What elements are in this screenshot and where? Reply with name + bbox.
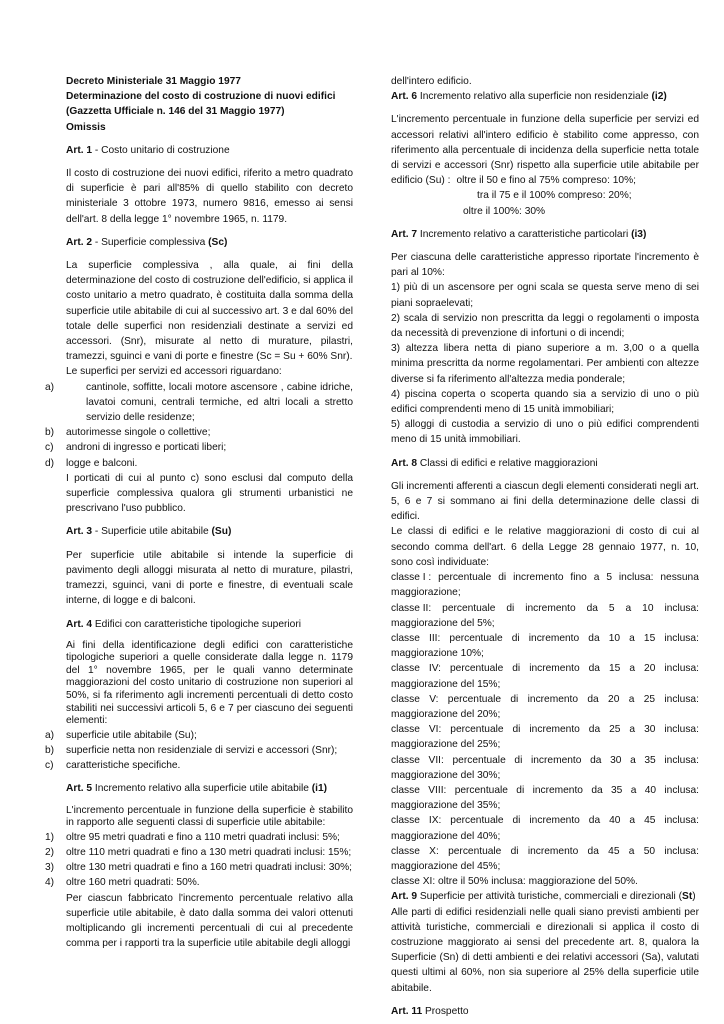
- building-class-row: [391, 661, 699, 676]
- article-9-body: Alle parti di edifici residenziali nelle quali siano previsti ambienti per attività turistiche, commerciali e direzionali si applica il costo di costruzione maggiorato ai sensi del precedente art. 8, qualora la Superficie (Sn) di detti ambienti e dei relativi accessori (Sa), valutati questi ultimi al 60%, non sia superiore al 25% della superficie utile abitabile.: [391, 906, 699, 994]
- building-class-word: percentuale: [442, 602, 496, 614]
- building-class-word: a: [593, 572, 600, 584]
- list-item: 3) altezza libera netta di piano superiore a m. 3,00 o a quella minima prescritta da norme regolamentari. Per ambienti con altezze diverse si fa riferimento all'altezza media ponderale;: [391, 343, 699, 385]
- building-class-word: classe I :: [391, 572, 432, 584]
- building-class-increase: maggiorazione del 40%;: [391, 830, 501, 842]
- building-class-increase: maggiorazione;: [391, 587, 461, 599]
- list-label: c): [45, 760, 54, 772]
- article-9: [391, 889, 699, 995]
- building-class-word: III:: [428, 632, 441, 644]
- building-class-word: 15: [643, 632, 656, 644]
- building-class-row: [391, 570, 699, 585]
- article-title: Edifici con caratteristiche tipologiche superiori: [92, 618, 301, 630]
- article-title: Incremento relativo alla superficie non residenziale: [417, 91, 652, 103]
- list-item: [45, 743, 353, 758]
- article-title: - Costo unitario di costruzione: [92, 144, 230, 156]
- building-class-word: 40: [644, 784, 657, 796]
- building-class-word: percentuale: [454, 784, 508, 796]
- building-class-word: incremento: [527, 845, 579, 857]
- building-class-word: percentuale: [447, 693, 502, 705]
- building-class-word: incremento: [529, 663, 580, 675]
- list-label: c): [45, 442, 54, 454]
- building-class-word: di: [510, 845, 519, 857]
- building-class-word: 50: [643, 845, 656, 857]
- article-8-heading: [391, 456, 699, 471]
- building-class-word: 5: [608, 602, 615, 614]
- article-6-heading: [391, 89, 699, 104]
- building-class-word: inclusa:: [664, 724, 699, 736]
- building-class-word: da: [588, 663, 600, 675]
- list-label: 1): [45, 831, 55, 843]
- article-code: (i3): [631, 228, 647, 240]
- building-class-word: VII:: [428, 754, 444, 766]
- building-class-word: di: [506, 602, 515, 614]
- building-class-word: fino: [570, 572, 587, 584]
- list-label: 2): [45, 847, 55, 859]
- article-2-note: I porticati di cui al punto c) sono esclusi dal computo della superficie complessiva qualora gli strumenti urbanistici ne prescrivano l'uso pubblico.: [66, 472, 353, 515]
- building-class-word: 30: [610, 754, 622, 766]
- article-code-close: ): [692, 891, 696, 903]
- list-item: [45, 728, 353, 743]
- building-class-word: percentuale: [452, 754, 506, 766]
- building-class-word: 45: [644, 815, 656, 827]
- building-class-increase: maggiorazione del 30%;: [391, 769, 501, 781]
- right-column: [391, 74, 699, 1019]
- list-item: [45, 875, 353, 890]
- article-title: Superficie per attività turistiche, commerciali e direzionali (: [417, 891, 683, 903]
- building-class-word: da: [591, 784, 603, 796]
- list-item: [45, 860, 353, 875]
- building-class-word: 5: [606, 572, 613, 584]
- gazette-reference: (Gazzetta Ufficiale n. 146 del 31 Maggio 1977): [66, 106, 285, 118]
- building-class-word: classe: [391, 754, 420, 766]
- list-item: 1) più di un ascensore per ogni scala se questa serve meno di sei piani sopraelevati;: [391, 282, 699, 309]
- building-class-word: incremento: [513, 572, 564, 584]
- article-6-range-2: tra il 75 e il 100% compreso: 20%;: [477, 190, 632, 202]
- building-class-word: di: [512, 815, 521, 827]
- list-label: a): [45, 381, 55, 393]
- building-class-word: 10: [608, 632, 621, 644]
- article-title: Prospetto: [422, 1005, 469, 1017]
- article-title: Incremento relativo a caratteristiche particolari: [417, 228, 632, 240]
- building-class-word: IX:: [428, 815, 442, 827]
- article-11: [391, 1004, 699, 1019]
- building-class-word: di: [514, 754, 523, 766]
- article-5-continuation: dell'intero edificio.: [391, 76, 472, 87]
- list-text: superficie netta non residenziale di servizi e accessori (Snr);: [66, 745, 338, 757]
- article-title: - Superficie complessiva: [92, 236, 209, 248]
- building-class-word: a: [630, 754, 636, 766]
- article-5-note: Per ciascun fabbricato l'incremento percentuale relativo alla superficie utile abitabile, è dato dalla somma dei valori ottenuti moltiplicando gli incrementi percentuali di cui al precedente comma per i rapporti tra la superficie utile abitabile degli alloggi: [66, 892, 353, 950]
- building-class-word: da: [587, 845, 599, 857]
- building-class-list: [391, 570, 699, 874]
- list-item: [45, 845, 353, 860]
- article-number: Art. 1: [66, 144, 93, 156]
- article-6-range-1: oltre il 50 e fino al 75% compreso: 10%;: [456, 175, 636, 187]
- building-class-word: classe: [391, 663, 420, 675]
- building-class-row: [391, 813, 699, 828]
- decree-title: Decreto Ministeriale 31 Maggio 1977: [66, 76, 241, 87]
- building-class-row: [391, 692, 699, 707]
- article-6-range-3: oltre il 100%: 30%: [463, 205, 546, 217]
- list-item: [45, 380, 353, 426]
- article-3-body: Per superficie utile abitabile si intende la superficie di pavimento degli alloggi misurata al netto di murature, pilastri, tramezzi, sguinci, vani di porte e finestre, di eventuali scale interne, di logge e di balconi.: [66, 549, 353, 607]
- article-3: [66, 524, 353, 608]
- building-class-word: classe: [391, 784, 420, 796]
- decree-subject: Determinazione del costo di costruzione di nuovi edifici: [66, 91, 336, 103]
- building-class-word: 25: [609, 724, 621, 736]
- building-class-word: percentuale: [449, 632, 503, 644]
- building-class-increase: maggiorazione del 35%;: [391, 800, 501, 812]
- building-class-word: inclusa:: [664, 693, 699, 705]
- list-item: 4) piscina coperta o scoperta quando sia a servizio di uno o più edifici comprendenti meno di 15 unità immobiliari;: [391, 388, 699, 416]
- building-class-word: incremento: [527, 693, 579, 705]
- building-class-word: di: [511, 632, 520, 644]
- building-class-word: da: [586, 602, 598, 614]
- building-class-word: di: [516, 784, 525, 796]
- building-class-word: a: [629, 724, 636, 736]
- building-class-word: incremento: [529, 724, 580, 736]
- building-class-word: percentuale: [450, 815, 504, 827]
- building-class-last: classe XI: oltre il 50% inclusa: maggiorazione del 50%.: [391, 876, 638, 888]
- list-item: [45, 440, 353, 455]
- article-number: Art. 7: [391, 228, 418, 240]
- list-label: d): [45, 457, 55, 469]
- building-class-word: IV:: [428, 663, 441, 675]
- building-class-word: a: [629, 815, 636, 827]
- building-class-word: inclusa:: [664, 815, 699, 827]
- list-item: [45, 758, 353, 773]
- list-text: superficie utile abitabile (Su);: [66, 729, 197, 741]
- article-8: [391, 456, 699, 890]
- list-label: a): [45, 729, 55, 741]
- building-class-word: classe: [391, 815, 420, 827]
- building-class-word: classe II:: [391, 602, 432, 614]
- article-2-body: La superficie complessiva , alla quale, ai fini della determinazione del costo di costruzione dell'edificio, si applica il costo unitario a metro quadrato, è costituita dalla somma della superficie utile abitabile di cui al successivo art. 3 e dal 60% del totale delle superfici non residenziali destinate a servizi ed accessori. (Snr), misurate al netto di murature, pilastri, tramezzi, sguinci e vani di porte e finestre (Sc = Su + 60% Snr).: [66, 260, 353, 363]
- building-class-word: 40: [609, 815, 621, 827]
- article-11-heading: [391, 1004, 699, 1019]
- article-number: Art. 5: [66, 783, 93, 795]
- article-2-intro: Le superfici per servizi ed accessori riguardano:: [66, 366, 282, 378]
- list-item: [45, 456, 353, 471]
- building-class-word: 45: [608, 845, 620, 857]
- list-text: androni di ingresso e porticati liberi;: [66, 442, 227, 454]
- building-class-word: da: [590, 754, 602, 766]
- building-class-word: inclusa:: [664, 845, 699, 857]
- building-class-word: a: [630, 784, 637, 796]
- building-class-word: a: [625, 602, 632, 614]
- building-class-row: [391, 783, 699, 798]
- article-6-body-text: L'incremento percentuale in funzione della superficie per servizi ed accessori relativi all'intero edificio è stabilito come appresso, con riferimento alla percentuale di incidenza della superficie netta totale di servizi e accessori (Snr) rispetto alla superficie utile abitabile per edificio (Su) :: [391, 114, 699, 187]
- building-class-increase: maggiorazione del 25%;: [391, 739, 501, 751]
- building-class-row: [391, 631, 699, 646]
- building-class-word: inclusa:: [664, 632, 699, 644]
- article-number: Art. 3: [66, 526, 93, 538]
- list-label: b): [45, 745, 55, 757]
- article-4-body: Ai fini della identificazione degli edifici con caratteristiche tipologiche superiori a quelle considerate dalla legge n. 1179 del 1° novembre 1965, per le quali vanno determinate maggiorazioni del costo unitario di costruzione non superiori al 50%, si fa riferimento agli incrementi percentuali di detto costo stabiliti nei successivi articoli 5, 6 e 7 per ciascuno dei seguenti elementi:: [66, 639, 353, 727]
- article-code: (Sc): [208, 236, 228, 248]
- article-number: Art. 8: [391, 457, 418, 469]
- article-6: [391, 89, 699, 219]
- building-class-row: [391, 722, 699, 737]
- building-class-word: percentuale: [448, 845, 502, 857]
- article-2: [45, 235, 353, 517]
- building-class-word: classe: [391, 724, 420, 736]
- list-text: caratteristiche specifiche.: [66, 760, 181, 772]
- list-item: [45, 830, 353, 845]
- article-9-heading: [391, 889, 699, 904]
- building-class-word: a: [628, 845, 635, 857]
- building-class-word: di: [512, 724, 521, 736]
- building-class-word: percentuale: [450, 724, 504, 736]
- article-8-body-2: Le classi di edifici e le relative maggiorazioni di costo di cui al secondo comma dell'art. 6 della Legge 28 gennaio 1977, n. 10, sono così individuate:: [391, 526, 699, 568]
- article-code: St: [682, 891, 693, 903]
- building-class-word: inclusa:: [664, 784, 699, 796]
- article-8-body-1: Gli incrementi afferenti a ciascun degli elementi considerati negli art. 5, 6 e 7 si sommano ai fini della determinazione delle classi di edifici.: [391, 480, 699, 523]
- article-1: [66, 143, 353, 227]
- article-7: [391, 227, 699, 448]
- building-class-increase: maggiorazione del 45%;: [391, 860, 501, 872]
- list-label: 3): [45, 862, 55, 874]
- building-class-row: [391, 753, 699, 768]
- article-number: Art. 9: [391, 891, 418, 903]
- building-class-word: da: [587, 693, 599, 705]
- building-class-word: da: [588, 724, 601, 736]
- list-text: oltre 95 metri quadrati e fino a 110 metri quadrati inclusi: 5%;: [66, 831, 340, 843]
- building-class-word: 15: [609, 663, 621, 675]
- building-class-word: X:: [429, 845, 439, 857]
- building-class-word: classe: [391, 845, 420, 857]
- list-label: b): [45, 427, 55, 439]
- building-class-word: da: [588, 632, 600, 644]
- article-number: Art. 2: [66, 236, 93, 248]
- building-class-increase: maggiorazione del 5%;: [391, 617, 495, 629]
- list-text: oltre 160 metri quadrati: 50%.: [66, 877, 200, 889]
- document-header: [66, 74, 353, 135]
- article-2-heading: [66, 235, 353, 250]
- article-title: - Superficie utile abitabile: [92, 526, 212, 538]
- list-text: oltre 130 metri quadrati e fino a 160 metri quadrati inclusi: 30%;: [66, 862, 352, 874]
- article-5-heading: [66, 781, 353, 796]
- article-5: [45, 781, 353, 951]
- building-class-word: 35: [611, 784, 623, 796]
- building-class-word: nessuna: [660, 572, 699, 584]
- building-class-word: da: [588, 815, 601, 827]
- building-class-word: classe: [391, 632, 420, 644]
- building-class-word: di: [510, 693, 519, 705]
- building-class-increase: maggiorazione 10%;: [391, 648, 484, 660]
- article-7-body: Per ciascuna delle caratteristiche appresso riportate l'incremento è pari al 10%:: [391, 252, 699, 279]
- list-text: autorimesse singole o collettive;: [66, 427, 211, 439]
- list-text: oltre 110 metri quadrati e fino a 130 metri quadrati inclusi: 15%;: [66, 847, 352, 859]
- building-class-word: a: [629, 632, 635, 644]
- article-code: (i1): [311, 783, 328, 795]
- article-number: Art. 4: [66, 618, 93, 630]
- article-4-heading: [66, 617, 353, 632]
- building-class-word: incremento: [532, 784, 583, 796]
- article-4: [45, 617, 353, 774]
- list-text: logge e balconi.: [66, 457, 138, 469]
- article-1-heading: [66, 143, 353, 158]
- article-5-body: L'incremento percentuale in funzione della superficie è stabilito in rapporto alle seguenti classi di superficie utile abitabile:: [66, 804, 353, 829]
- article-7-heading: [391, 227, 699, 242]
- building-class-word: 25: [643, 693, 656, 705]
- article-number: Art. 11: [391, 1005, 423, 1017]
- building-class-word: a: [629, 663, 636, 675]
- building-class-row: [391, 601, 699, 616]
- building-class-word: VI:: [428, 724, 442, 736]
- building-class-word: 30: [644, 724, 656, 736]
- building-class-word: incremento: [525, 602, 576, 614]
- building-class-word: V:: [429, 693, 439, 705]
- building-class-word: inclusa:: [664, 663, 699, 675]
- omissis-label: Omissis: [66, 121, 106, 133]
- article-title: Incremento relativo alla superficie utile abitabile: [92, 783, 312, 795]
- building-class-word: classe: [391, 693, 420, 705]
- article-code: (i2): [651, 91, 667, 103]
- building-class-word: incremento: [528, 632, 580, 644]
- list-item: [45, 425, 353, 440]
- building-class-word: 35: [644, 754, 656, 766]
- building-class-word: di: [512, 663, 521, 675]
- left-column: [45, 74, 353, 951]
- building-class-word: percentuale: [438, 572, 492, 584]
- building-class-word: inclusa:: [664, 754, 699, 766]
- building-class-word: 20: [608, 693, 620, 705]
- list-label: 4): [45, 877, 55, 889]
- article-3-heading: [66, 524, 353, 539]
- article-title: Classi di edifici e relative maggiorazioni: [417, 457, 598, 469]
- list-text: cantinole, soffitte, locali motore ascensore , cabine idriche, lavatoi comuni, centrali termiche, ed altri locali a stretto servizio delle residenze;: [86, 381, 353, 424]
- building-class-word: 10: [642, 602, 654, 614]
- list-item: 2) scala di servizio non prescritta da leggi o regolamenti o imposta da necessità di prevenzione di infortuni o di incendi;: [391, 312, 699, 340]
- list-item: 5) alloggi di custodia a servizio di uno o più edifici comprendenti meno di 15 unità immobiliari.: [391, 419, 699, 446]
- building-class-word: inclusa:: [618, 572, 654, 584]
- building-class-word: a: [628, 693, 635, 705]
- article-1-body: Il costo di costruzione dei nuovi edifici, riferito a metro quadrato di superficie è pari all'85% di quello stabilito con decreto ministeriale 3 ottobre 1973, numero 9816, emesso ai sensi dell'art. 8 della legge 1° novembre 1965, n. 1179.: [66, 168, 353, 225]
- building-class-row: [391, 844, 699, 859]
- building-class-word: inclusa:: [664, 602, 699, 614]
- article-number: Art. 6: [391, 91, 418, 103]
- building-class-increase: maggiorazione del 20%;: [391, 708, 501, 720]
- building-class-word: percentuale: [450, 663, 504, 675]
- building-class-word: di: [498, 572, 507, 584]
- article-6-body: [391, 112, 699, 188]
- article-code: (Su): [211, 526, 232, 538]
- building-class-increase: maggiorazione del 15%;: [391, 678, 501, 690]
- building-class-word: incremento: [531, 754, 582, 766]
- building-class-word: 20: [644, 663, 656, 675]
- building-class-word: VIII:: [428, 784, 447, 796]
- building-class-word: incremento: [529, 815, 580, 827]
